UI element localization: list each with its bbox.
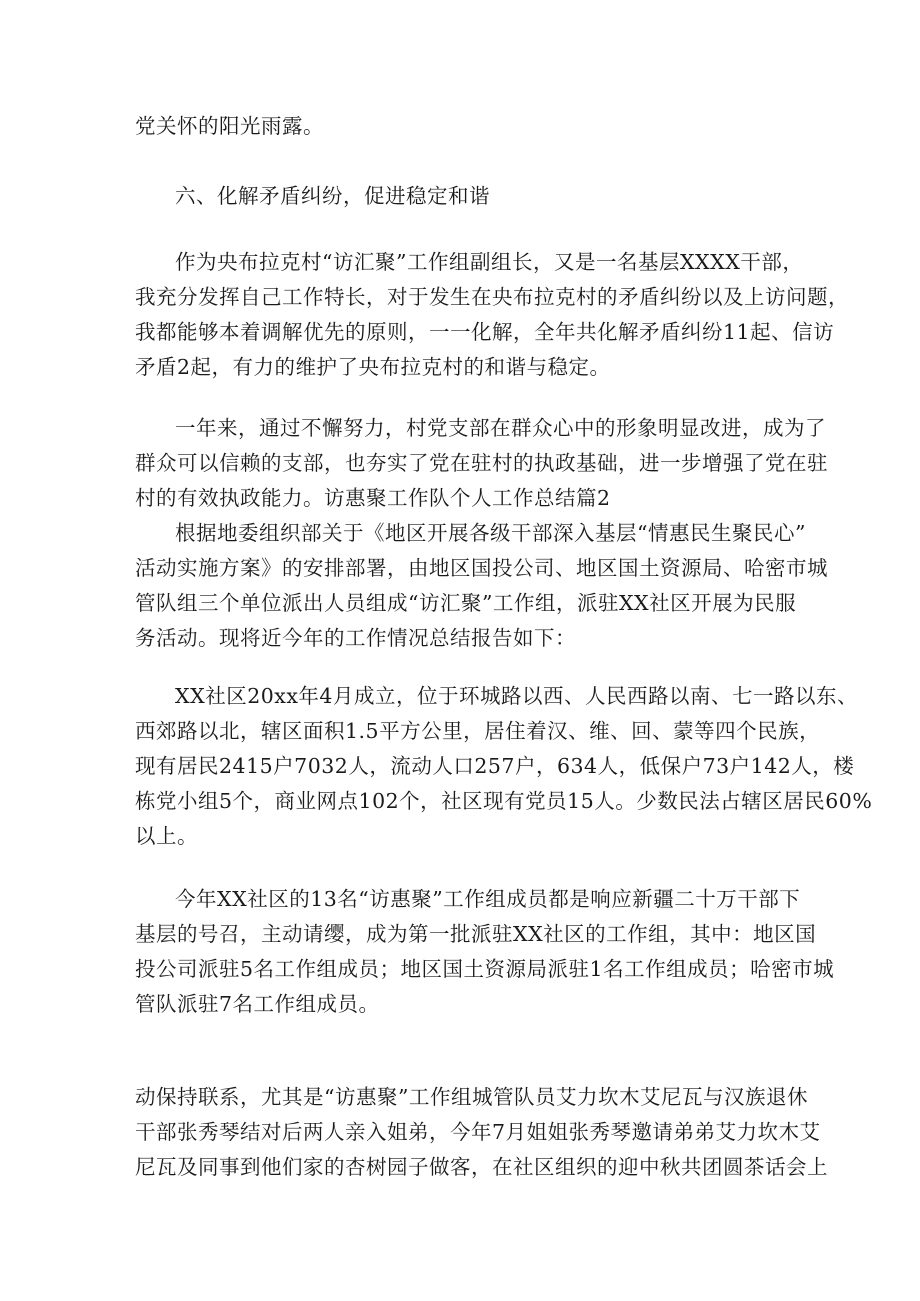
text-line: 以上。 [135, 824, 198, 848]
text-line: 根据地委组织部关于《地区开展各级干部深入基层“情惠民生聚民心” [175, 521, 806, 545]
text-line: 动保持联系，尤其是“访惠聚”工作组城管队员艾力坎木艾尼瓦与汉族退休 [135, 1085, 808, 1109]
paragraph-year-summary [135, 411, 828, 516]
section-heading [135, 179, 795, 214]
paragraph-closing-line [135, 109, 795, 144]
text-line: 现有居民2415户7032人，流动人口257户，634人，低保户73户142人，楼 [135, 754, 855, 778]
text-line: 基层的号召，主动请缨，成为第一批派驻XX社区的工作组，其中：地区国 [135, 922, 817, 946]
text-line: 投公司派驻5名工作组成员；地区国土资源局派驻1名工作组成员；哈密市城 [135, 957, 835, 981]
text-line: 一年来，通过不懈努力，村党支部在群众心中的形象明显改进，成为了 [175, 416, 826, 440]
text-line: 党关怀的阳光雨露。 [135, 114, 324, 138]
paragraph-community-profile [135, 679, 873, 854]
text-line: 栋党小组5个，商业网点102个，社区现有党员15人。少数民法占辖区居民60% [135, 789, 873, 813]
text-line: 管队组三个单位派出人员组成“访汇聚”工作组，派驻XX社区开展为民服 [135, 591, 797, 615]
text-line: 今年XX社区的13名“访惠聚”工作组成员都是响应新疆二十万干部下 [175, 887, 801, 911]
text-line: 务活动。现将近今年的工作情况总结报告如下： [135, 626, 576, 650]
text-line: 西郊路以北，辖区面积1.5平方公里，居住着汉、维、回、蒙等四个民族， [135, 719, 821, 743]
paragraph-deployment [135, 516, 828, 656]
paragraph-dispute-resolution [135, 245, 849, 385]
text-line: 尼瓦及同事到他们家的杏树园子做客，在社区组织的迎中秋共团圆茶话会上 [135, 1155, 828, 1179]
section-heading-text: 六、化解矛盾纠纷，促进稳定和谐 [175, 184, 490, 208]
text-line: 群众可以信赖的支部，也夯实了党在驻村的执政基础，进一步增强了党在驻 [135, 451, 828, 475]
paragraph-ethnic-unity [135, 1080, 828, 1185]
text-line: 我充分发挥自己工作特长，对于发生在央布拉克村的矛盾纠纷以及上访问题， [135, 285, 849, 309]
text-line: 作为央布拉克村“访汇聚”工作组副组长，又是一名基层XXXX干部， [175, 250, 804, 274]
text-line: 村的有效执政能力。访惠聚工作队个人工作总结篇2 [135, 486, 611, 510]
text-line: 活动实施方案》的安排部署，由地区国投公司、地区国土资源局、哈密市城 [135, 556, 828, 580]
text-line: 矛盾2起，有力的维护了央布拉克村的和谐与稳定。 [135, 355, 611, 379]
text-line: XX社区20xx年4月成立，位于环城路以西、人民西路以南、七一路以东、 [175, 684, 858, 708]
text-line: 干部张秀琴结对后两人亲入姐弟，今年7月姐姐张秀琴邀请弟弟艾力坎木艾 [135, 1120, 821, 1144]
text-line: 管队派驻7名工作组成员。 [135, 992, 380, 1016]
paragraph-work-team [135, 882, 835, 1022]
text-line: 我都能够本着调解优先的原则，一一化解，全年共化解矛盾纠纷11起、信访 [135, 320, 835, 344]
